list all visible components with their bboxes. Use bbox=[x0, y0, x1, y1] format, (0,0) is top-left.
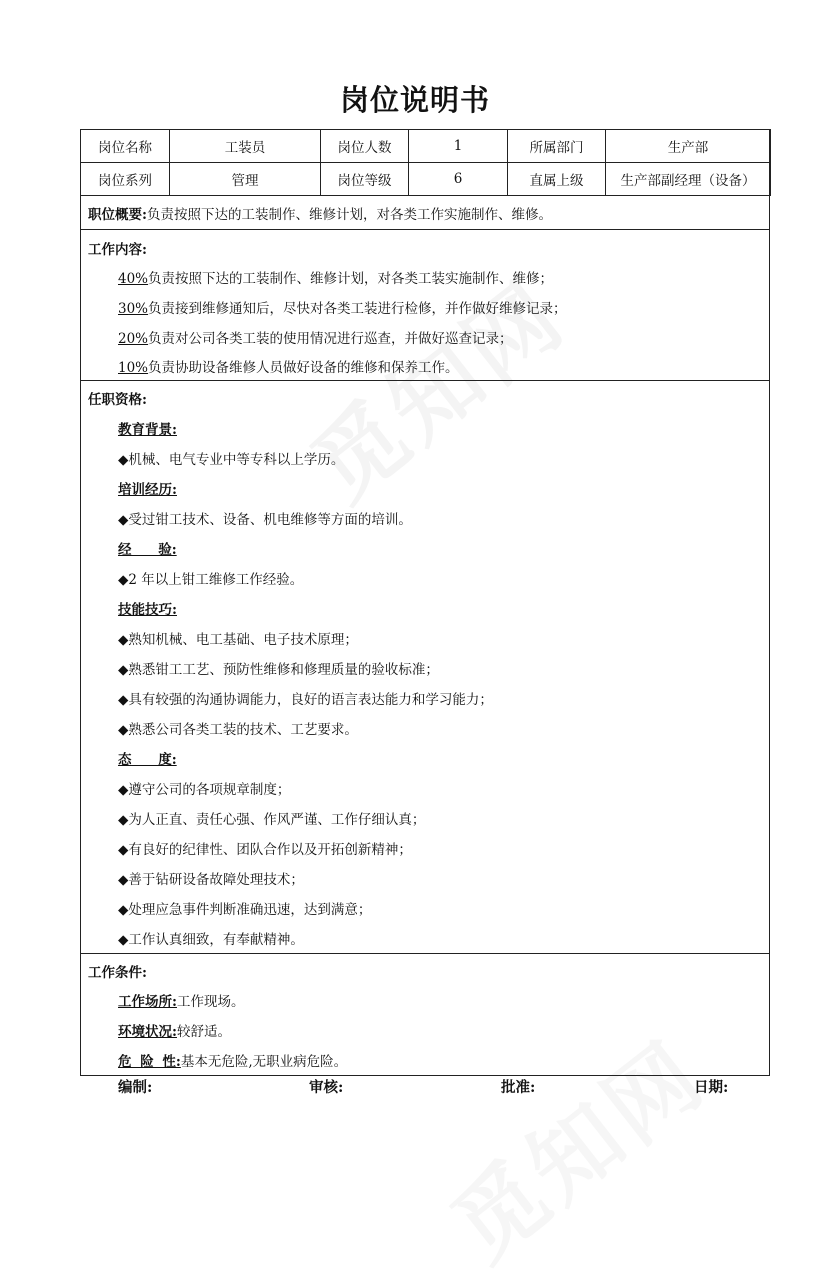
education-label: 教育背景: bbox=[118, 422, 177, 438]
condition-item bbox=[118, 1023, 231, 1041]
skills-item: ◆具有较强的沟通协调能力，良好的语言表达能力和学习能力； bbox=[118, 692, 493, 708]
condition-text: 较舒适。 bbox=[176, 1024, 231, 1040]
condition-text: 工作现场。 bbox=[176, 994, 245, 1010]
work-item bbox=[118, 330, 513, 348]
experience-label: 经 验: bbox=[118, 542, 177, 558]
attitude-item: ◆遵守公司的各项规章制度； bbox=[118, 782, 291, 798]
position-name-label: 岗位名称 bbox=[81, 130, 170, 163]
education-item: ◆机械、电气专业中等专科以上学历。 bbox=[118, 452, 345, 468]
work-item bbox=[118, 270, 553, 288]
footer-reviewed: 审核: bbox=[309, 1079, 344, 1096]
department-label: 所属部门 bbox=[508, 130, 606, 163]
condition-label: 工作场所: bbox=[118, 994, 177, 1010]
work-item bbox=[118, 300, 567, 318]
work-item-text: 负责对公司各类工装的使用情况进行巡查，并做好巡查记录； bbox=[148, 331, 513, 347]
page-title: 岗位说明书 bbox=[339, 83, 490, 117]
conditions-heading: 工作条件: bbox=[88, 965, 147, 981]
training-label: 培训经历: bbox=[118, 482, 177, 498]
work-content-heading: 工作内容: bbox=[88, 242, 147, 258]
skills-item: ◆熟知机械、电工基础、电子技术原理； bbox=[118, 632, 358, 648]
overview-text: 负责按照下达的工装制作、维修计划，对各类工作实施制作、维修。 bbox=[146, 207, 552, 223]
skills-item: ◆熟悉公司各类工装的技术、工艺要求。 bbox=[118, 722, 358, 738]
condition-item bbox=[118, 1053, 347, 1071]
position-series-label: 岗位系列 bbox=[81, 163, 170, 196]
condition-item bbox=[118, 993, 244, 1011]
attitude-item: ◆为人正直、责任心强、作风严谨、工作仔细认真； bbox=[118, 812, 426, 828]
supervisor-label: 直属上级 bbox=[508, 163, 606, 196]
position-grade-label: 岗位等级 bbox=[321, 163, 409, 196]
experience-item: ◆2 年以上钳工维修工作经验。 bbox=[118, 572, 304, 588]
footer-date: 日期: bbox=[694, 1079, 729, 1096]
work-item-text: 负责接到维修通知后，尽快对各类工装进行检修，并作做好维修记录； bbox=[148, 301, 567, 317]
headcount-value: 1 bbox=[409, 130, 508, 163]
overview-line bbox=[88, 206, 552, 224]
footer-prepared: 编制: bbox=[118, 1079, 153, 1096]
attitude-item: ◆善于钻研设备故障处理技术； bbox=[118, 872, 304, 888]
footer-approved: 批准: bbox=[501, 1079, 536, 1096]
work-item-percent: 40% bbox=[118, 271, 149, 287]
work-item-percent: 10% bbox=[118, 360, 149, 376]
condition-label: 环境状况: bbox=[118, 1024, 177, 1040]
skills-label: 技能技巧: bbox=[118, 602, 177, 618]
condition-label: 危 险 性: bbox=[118, 1054, 181, 1070]
overview-label: 职位概要: bbox=[88, 207, 147, 223]
work-item-text: 负责协助设备维修人员做好设备的维修和保养工作。 bbox=[148, 360, 459, 376]
info-table bbox=[80, 129, 771, 196]
info-row bbox=[81, 130, 771, 163]
headcount-label: 岗位人数 bbox=[321, 130, 409, 163]
work-item-percent: 20% bbox=[118, 331, 149, 347]
position-series-value: 管理 bbox=[170, 163, 321, 196]
work-item-percent: 30% bbox=[118, 301, 149, 317]
skills-item: ◆熟悉钳工工艺、预防性维修和修理质量的验收标准； bbox=[118, 662, 439, 678]
attitude-item: ◆有良好的纪律性、团队合作以及开拓创新精神； bbox=[118, 842, 412, 858]
attitude-label: 态 度: bbox=[118, 752, 177, 768]
position-grade-value: 6 bbox=[409, 163, 508, 196]
attitude-item: ◆处理应急事件判断准确迅速，达到满意； bbox=[118, 902, 372, 918]
training-item: ◆受过钳工技术、设备、机电维修等方面的培训。 bbox=[118, 512, 412, 528]
department-value: 生产部 bbox=[606, 130, 771, 163]
condition-text: 基本无危险,无职业病危险。 bbox=[180, 1054, 348, 1070]
attitude-item: ◆工作认真细致，有奉献精神。 bbox=[118, 932, 304, 948]
work-item-text: 负责按照下达的工装制作、维修计划，对各类工装实施制作、维修； bbox=[148, 271, 554, 287]
qualifications-heading: 任职资格: bbox=[88, 392, 147, 408]
work-item bbox=[118, 359, 459, 377]
position-name-value: 工装员 bbox=[170, 130, 321, 163]
supervisor-value: 生产部副经理（设备） bbox=[606, 163, 771, 196]
info-row bbox=[81, 163, 771, 196]
